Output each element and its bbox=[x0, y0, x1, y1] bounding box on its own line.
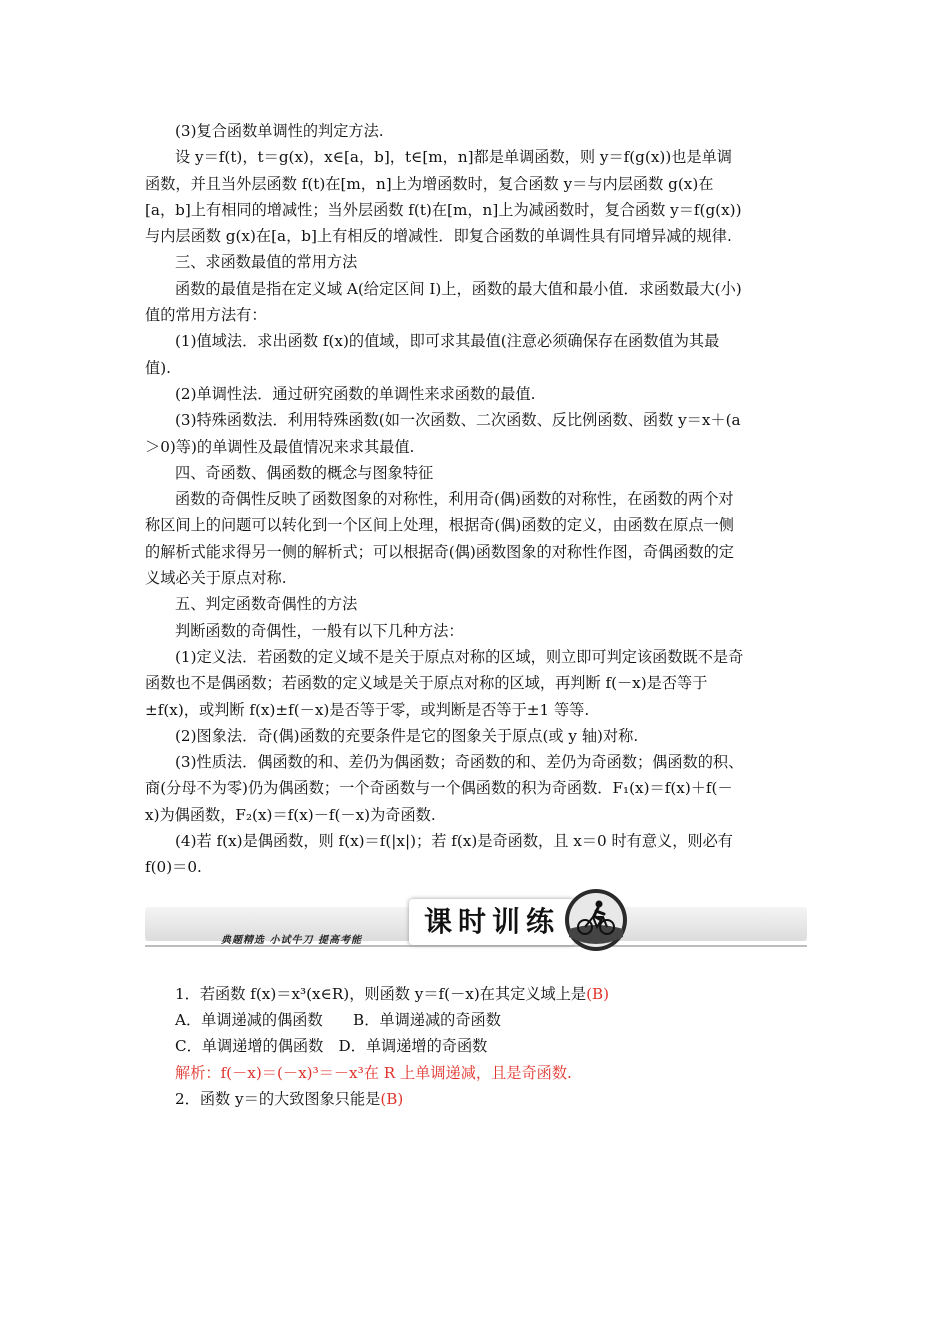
text-line: (1)值域法．求出函数 f(x)的值域，即可求其最值(注意必须确保存在函数值为其最 bbox=[175, 332, 720, 351]
section-banner bbox=[145, 893, 807, 957]
question-2 bbox=[145, 1086, 807, 1112]
text-line: (2)单调性法．通过研究函数的单调性来求函数的最值. bbox=[175, 384, 536, 403]
section-heading: 三、求函数最值的常用方法 bbox=[175, 253, 358, 272]
text-line: 函数，并且当外层函数 f(t)在[m，n]上为增函数时，复合函数 y＝与内层函数 g(x)在 bbox=[145, 174, 714, 193]
text-line: f(0)＝0. bbox=[145, 858, 202, 877]
section-heading: 四、奇函数、偶函数的概念与图象特征 bbox=[175, 463, 434, 482]
text-line: (2)图象法．奇(偶)函数的充要条件是它的图象关于原点(或 y 轴)对称. bbox=[175, 726, 639, 745]
text-line: 值的常用方法有： bbox=[145, 306, 267, 325]
document-page bbox=[145, 118, 807, 1112]
text-line: 设 y＝f(t)，t＝g(x)，x∈[a，b]，t∈[m，n]都是单调函数，则 y＝f(g(x))也是单调 bbox=[175, 148, 732, 167]
text-line: 与内层函数 g(x)在[a，b]上有相反的增减性．即复合函数的单调性具有同增异减的规律. bbox=[145, 227, 732, 246]
theory-section bbox=[145, 118, 807, 881]
text-line: 判断函数的奇偶性，一般有以下几种方法： bbox=[175, 621, 464, 640]
section-heading: 五、判定函数奇偶性的方法 bbox=[175, 595, 358, 614]
answer-label: (B) bbox=[380, 1089, 404, 1108]
question-option-row: A．单调递减的偶函数 B．单调递减的奇函数 bbox=[175, 1010, 501, 1029]
text-line: ＞0)等)的单调性及最值情况来求其最值. bbox=[145, 437, 415, 456]
text-line: 称区间上的问题可以转化到一个区间上处理，根据奇(偶)函数的定义，由函数在原点一侧 bbox=[145, 516, 734, 535]
question-stem: 1．若函数 f(x)＝x³(x∈R)，则函数 y＝f(－x)在其定义域上是 bbox=[175, 984, 587, 1003]
exercise-section bbox=[145, 981, 807, 1112]
explanation-text: f(－x)＝(－x)³＝－x³在 R 上单调递减，且是奇函数. bbox=[220, 1063, 572, 1082]
text-line: 值). bbox=[145, 358, 171, 377]
text-line: (3)特殊函数法．利用特殊函数(如一次函数、二次函数、反比例函数、函数 y＝x＋(a bbox=[175, 411, 741, 430]
text-line: 函数也不是偶函数；若函数的定义域是关于原点对称的区域，再判断 f(－x)是否等于 bbox=[145, 674, 708, 693]
text-line: (1)定义法．若函数的定义域不是关于原点对称的区域，则立即可判定该函数既不是奇 bbox=[175, 647, 744, 666]
text-line: 函数的最值是指在定义域 A(给定区间 I)上，函数的最大值和最小值．求函数最大(小) bbox=[175, 279, 742, 298]
text-line: (4)若 f(x)是偶函数，则 f(x)＝f(|x|)；若 f(x)是奇函数，且 x＝0 时有意义，则必有 bbox=[175, 832, 733, 851]
text-line: (3)性质法．偶函数的和、差仍为偶函数；奇函数的和、差仍为奇函数；偶函数的积、 bbox=[175, 753, 744, 772]
explanation-label: 解析： bbox=[175, 1063, 221, 1082]
question-option-row: C．单调递增的偶函数 D．单调递增的奇函数 bbox=[175, 1037, 488, 1056]
cyclist-icon bbox=[563, 887, 629, 953]
question-1 bbox=[145, 981, 807, 1007]
question-stem: 2．函数 y＝的大致图象只能是 bbox=[175, 1089, 381, 1108]
text-line: x)为偶函数，F₂(x)＝f(x)－f(－x)为奇函数. bbox=[145, 805, 436, 824]
banner-title: 课时训练 bbox=[409, 899, 575, 945]
text-line: 函数的奇偶性反映了函数图象的对称性，利用奇(偶)函数的对称性，在函数的两个对 bbox=[175, 490, 734, 509]
text-line: (3)复合函数单调性的判定方法. bbox=[175, 122, 384, 140]
text-line: 义域必关于原点对称. bbox=[145, 569, 287, 588]
banner-slogan: 典题精选 小试牛刀 提高考能 bbox=[221, 934, 362, 946]
text-line: [a，b]上有相同的增减性；当外层函数 f(t)在[m，n]上为减函数时，复合函数 y＝f(g(x)) bbox=[145, 200, 742, 219]
explanation bbox=[145, 1060, 807, 1086]
text-line: 的解析式能求得另一侧的解析式；可以根据奇(偶)函数图象的对称性作图，奇偶函数的定 bbox=[145, 542, 734, 561]
text-line: ±f(x)，或判断 f(x)±f(－x)是否等于零，或判断是否等于±1 等等. bbox=[145, 700, 590, 719]
answer-label: (B) bbox=[586, 984, 610, 1003]
text-line: 商(分母不为零)仍为偶函数；一个奇函数与一个偶函数的积为奇函数．F₁(x)＝f(x)＋f(－ bbox=[145, 779, 733, 798]
